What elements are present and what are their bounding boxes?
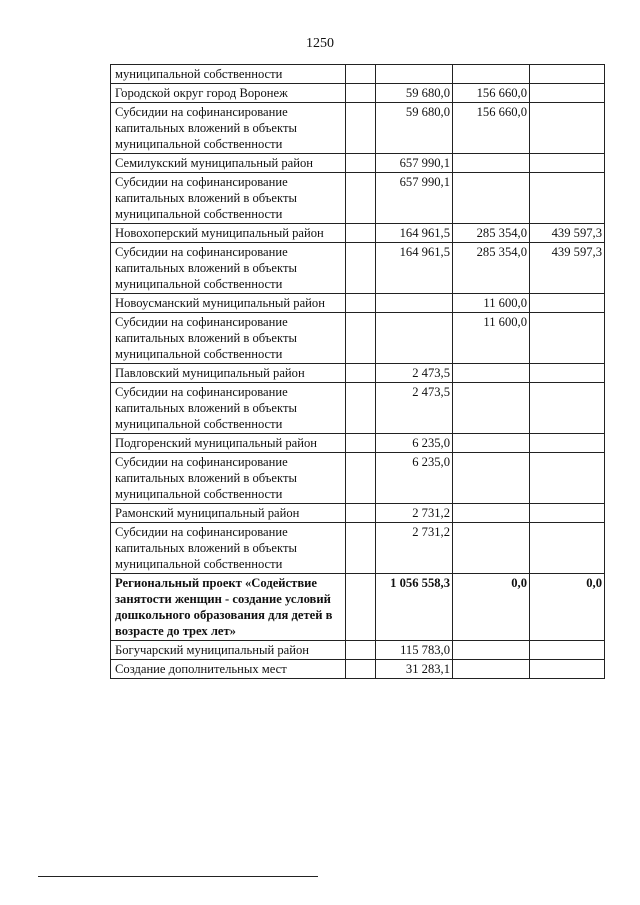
- row-empty-cell: [346, 660, 376, 679]
- row-value-3-cell: [530, 504, 605, 523]
- row-value-1-cell: 657 990,1: [376, 154, 453, 173]
- row-value-3-cell: [530, 434, 605, 453]
- row-empty-cell: [346, 65, 376, 84]
- row-name-cell: муниципальной собственности: [111, 65, 346, 84]
- table-row: [111, 224, 605, 243]
- row-value-2-cell: [453, 65, 530, 84]
- row-value-2-cell: [453, 434, 530, 453]
- row-name-cell: Региональный проект «Содействие занятости женщин - создание условий дошкольного образования для детей в возрасте до трех лет»: [111, 574, 346, 641]
- row-value-1-cell: 6 235,0: [376, 434, 453, 453]
- row-value-2-cell: 11 600,0: [453, 294, 530, 313]
- row-value-3-cell: [530, 294, 605, 313]
- row-name-cell: Рамонский муниципальный район: [111, 504, 346, 523]
- table-row: [111, 313, 605, 364]
- row-value-3-cell: 439 597,3: [530, 224, 605, 243]
- row-value-1-cell: 2 731,2: [376, 504, 453, 523]
- row-empty-cell: [346, 294, 376, 313]
- row-value-3-cell: [530, 313, 605, 364]
- table-row: [111, 84, 605, 103]
- row-empty-cell: [346, 224, 376, 243]
- row-value-1-cell: 59 680,0: [376, 84, 453, 103]
- row-value-1-cell: 59 680,0: [376, 103, 453, 154]
- row-value-1-cell: 31 283,1: [376, 660, 453, 679]
- row-empty-cell: [346, 313, 376, 364]
- row-value-2-cell: [453, 641, 530, 660]
- row-value-2-cell: [453, 154, 530, 173]
- row-empty-cell: [346, 84, 376, 103]
- row-name-cell: Субсидии на софинансирование капитальных вложений в объекты муниципальной собственности: [111, 243, 346, 294]
- row-name-cell: Субсидии на софинансирование капитальных вложений в объекты муниципальной собственности: [111, 383, 346, 434]
- row-empty-cell: [346, 154, 376, 173]
- row-value-2-cell: [453, 660, 530, 679]
- page-number: 1250: [306, 36, 334, 51]
- row-value-3-cell: [530, 173, 605, 224]
- row-value-3-cell: [530, 154, 605, 173]
- table-row: [111, 641, 605, 660]
- row-value-3-cell: 439 597,3: [530, 243, 605, 294]
- row-empty-cell: [346, 243, 376, 294]
- table-row: [111, 65, 605, 84]
- row-value-1-cell: 2 473,5: [376, 383, 453, 434]
- row-value-2-cell: [453, 173, 530, 224]
- row-value-2-cell: 285 354,0: [453, 224, 530, 243]
- table-row: [111, 574, 605, 641]
- row-name-cell: Богучарский муниципальный район: [111, 641, 346, 660]
- row-empty-cell: [346, 364, 376, 383]
- row-value-3-cell: [530, 641, 605, 660]
- row-value-2-cell: 156 660,0: [453, 84, 530, 103]
- row-empty-cell: [346, 103, 376, 154]
- row-value-1-cell: 1 056 558,3: [376, 574, 453, 641]
- row-name-cell: Создание дополнительных мест: [111, 660, 346, 679]
- row-empty-cell: [346, 173, 376, 224]
- row-name-cell: Субсидии на софинансирование капитальных вложений в объекты муниципальной собственности: [111, 103, 346, 154]
- table-row: [111, 660, 605, 679]
- row-empty-cell: [346, 434, 376, 453]
- row-empty-cell: [346, 523, 376, 574]
- row-name-cell: Субсидии на софинансирование капитальных вложений в объекты муниципальной собственности: [111, 313, 346, 364]
- table-row: [111, 243, 605, 294]
- row-value-1-cell: 2 473,5: [376, 364, 453, 383]
- row-empty-cell: [346, 453, 376, 504]
- row-value-3-cell: [530, 65, 605, 84]
- row-empty-cell: [346, 504, 376, 523]
- table-row: [111, 103, 605, 154]
- row-name-cell: Субсидии на софинансирование капитальных вложений в объекты муниципальной собственности: [111, 523, 346, 574]
- row-value-3-cell: [530, 453, 605, 504]
- table-row: [111, 294, 605, 313]
- row-value-2-cell: [453, 504, 530, 523]
- row-value-3-cell: [530, 103, 605, 154]
- row-value-1-cell: [376, 294, 453, 313]
- row-name-cell: Подгоренский муниципальный район: [111, 434, 346, 453]
- row-value-2-cell: 285 354,0: [453, 243, 530, 294]
- table-row: [111, 434, 605, 453]
- row-value-3-cell: [530, 523, 605, 574]
- row-value-3-cell: [530, 660, 605, 679]
- table-row: [111, 173, 605, 224]
- row-value-2-cell: 11 600,0: [453, 313, 530, 364]
- row-value-3-cell: [530, 364, 605, 383]
- row-value-1-cell: 164 961,5: [376, 243, 453, 294]
- table-row: [111, 154, 605, 173]
- table-row: [111, 504, 605, 523]
- budget-table-body: [111, 65, 605, 679]
- row-value-1-cell: 115 783,0: [376, 641, 453, 660]
- row-value-1-cell: 164 961,5: [376, 224, 453, 243]
- table-row: [111, 523, 605, 574]
- row-name-cell: Семилукский муниципальный район: [111, 154, 346, 173]
- row-value-1-cell: [376, 313, 453, 364]
- row-value-3-cell: [530, 84, 605, 103]
- row-empty-cell: [346, 383, 376, 434]
- row-value-2-cell: [453, 364, 530, 383]
- row-value-1-cell: [376, 65, 453, 84]
- row-value-2-cell: [453, 453, 530, 504]
- row-empty-cell: [346, 574, 376, 641]
- row-value-2-cell: [453, 383, 530, 434]
- row-name-cell: Новоусманский муниципальный район: [111, 294, 346, 313]
- row-empty-cell: [346, 641, 376, 660]
- row-name-cell: Субсидии на софинансирование капитальных вложений в объекты муниципальной собственности: [111, 453, 346, 504]
- row-value-1-cell: 657 990,1: [376, 173, 453, 224]
- table-row: [111, 383, 605, 434]
- row-value-2-cell: [453, 523, 530, 574]
- row-value-1-cell: 6 235,0: [376, 453, 453, 504]
- row-name-cell: Субсидии на софинансирование капитальных вложений в объекты муниципальной собственности: [111, 173, 346, 224]
- table-row: [111, 364, 605, 383]
- row-value-3-cell: 0,0: [530, 574, 605, 641]
- row-name-cell: Городской округ город Воронеж: [111, 84, 346, 103]
- row-value-1-cell: 2 731,2: [376, 523, 453, 574]
- budget-table: [110, 64, 605, 679]
- row-name-cell: Павловский муниципальный район: [111, 364, 346, 383]
- table-row: [111, 453, 605, 504]
- row-value-2-cell: 156 660,0: [453, 103, 530, 154]
- row-value-2-cell: 0,0: [453, 574, 530, 641]
- row-value-3-cell: [530, 383, 605, 434]
- footnote-rule: [38, 876, 318, 877]
- row-name-cell: Новохоперский муниципальный район: [111, 224, 346, 243]
